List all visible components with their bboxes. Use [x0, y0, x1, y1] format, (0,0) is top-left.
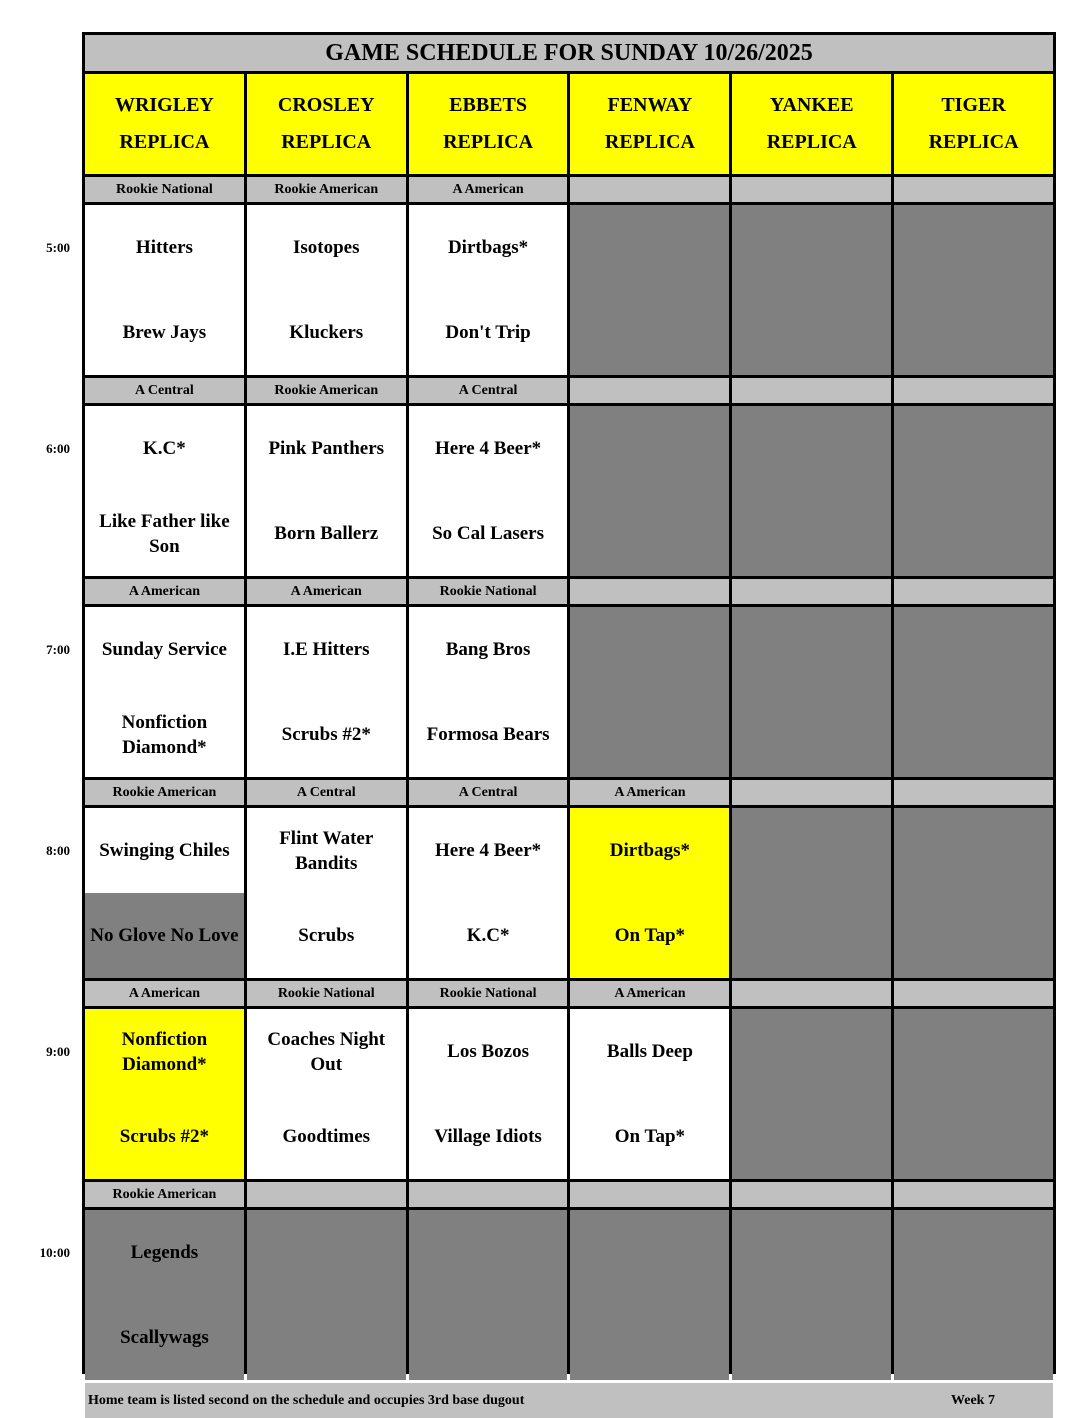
game-slot	[247, 205, 406, 375]
home-team: Scrubs #2*	[85, 1094, 244, 1179]
empty-slot	[570, 607, 729, 777]
division-label	[732, 177, 891, 202]
field-sub: REPLICA	[766, 131, 857, 153]
field-header-ebbets	[409, 74, 568, 174]
home-team: K.C*	[409, 893, 568, 978]
game-slot	[247, 808, 406, 978]
division-label	[247, 1182, 406, 1207]
game-slot	[85, 808, 244, 978]
time-label: 8:00	[46, 843, 70, 858]
field-name: YANKEE	[769, 94, 854, 116]
game-slot	[409, 607, 568, 777]
away-team: Isotopes	[247, 205, 406, 290]
empty-slot	[732, 1009, 891, 1179]
division-label	[894, 378, 1053, 403]
game-slot	[85, 406, 244, 576]
game-slot	[409, 808, 568, 978]
division-label	[570, 579, 729, 604]
game-slot	[85, 1210, 244, 1380]
empty-slot	[409, 1210, 568, 1380]
away-team: Bang Bros	[409, 607, 568, 692]
time-label: 7:00	[46, 642, 70, 657]
empty-slot	[570, 205, 729, 375]
division-label: A Central	[85, 378, 244, 403]
away-team: Dirtbags*	[570, 808, 729, 893]
game-slot	[409, 1009, 568, 1179]
division-label	[894, 780, 1053, 805]
division-label	[732, 579, 891, 604]
game-slot	[247, 406, 406, 576]
field-sub: REPLICA	[281, 131, 372, 153]
away-team: K.C*	[85, 406, 244, 491]
empty-slot	[894, 607, 1053, 777]
field-sub: REPLICA	[928, 131, 1019, 153]
empty-slot	[247, 1210, 406, 1380]
away-team: Pink Panthers	[247, 406, 406, 491]
division-label: Rookie American	[247, 177, 406, 202]
empty-slot	[894, 808, 1053, 978]
home-team: Born Ballerz	[247, 491, 406, 576]
home-team: On Tap*	[570, 1094, 729, 1179]
game-slot	[409, 205, 568, 375]
home-team: Kluckers	[247, 290, 406, 375]
division-label: A American	[85, 981, 244, 1006]
division-label: A American	[570, 780, 729, 805]
home-team: So Cal Lasers	[409, 491, 568, 576]
empty-slot	[570, 1210, 729, 1380]
division-label: Rookie National	[85, 177, 244, 202]
division-label: A American	[85, 579, 244, 604]
away-team: Hitters	[85, 205, 244, 290]
field-sub: REPLICA	[443, 131, 534, 153]
empty-slot	[894, 205, 1053, 375]
home-team: Scallywags	[85, 1295, 244, 1380]
away-team: Here 4 Beer*	[409, 808, 568, 893]
away-team: Balls Deep	[570, 1009, 729, 1094]
division-label	[732, 780, 891, 805]
time-label: 6:00	[46, 441, 70, 456]
division-label: Rookie American	[85, 1182, 244, 1207]
home-team: Brew Jays	[85, 290, 244, 375]
division-label	[570, 378, 729, 403]
week-label: Week 7	[951, 1392, 995, 1408]
footer-note: Home team is listed second on the schedule and occupies 3rd base dugout	[88, 1392, 525, 1408]
game-slot	[570, 1009, 729, 1179]
away-team: Coaches Night Out	[247, 1009, 406, 1094]
field-sub: REPLICA	[119, 131, 210, 153]
away-team: Flint Water Bandits	[247, 808, 406, 893]
field-name: FENWAY	[607, 94, 693, 116]
home-team: On Tap*	[570, 893, 729, 978]
division-label: Rookie National	[409, 981, 568, 1006]
game-slot	[409, 406, 568, 576]
time-label: 9:00	[46, 1044, 70, 1059]
home-team: Like Father like Son	[85, 491, 244, 576]
field-name: WRIGLEY	[114, 94, 214, 116]
field-name: CROSLEY	[277, 94, 375, 116]
division-label	[894, 579, 1053, 604]
division-label	[732, 378, 891, 403]
game-slot	[85, 205, 244, 375]
home-team: Scrubs	[247, 893, 406, 978]
game-slot	[247, 1009, 406, 1179]
time-label: 10:00	[39, 1245, 70, 1260]
field-header-yankee	[732, 74, 891, 174]
game-slot	[247, 607, 406, 777]
division-label	[732, 1182, 891, 1207]
away-team: Here 4 Beer*	[409, 406, 568, 491]
field-header-tiger	[894, 74, 1053, 174]
division-label: Rookie American	[247, 378, 406, 403]
empty-slot	[894, 1009, 1053, 1179]
game-slot	[570, 808, 729, 978]
game-slot	[85, 607, 244, 777]
empty-slot	[732, 406, 891, 576]
field-sub: REPLICA	[604, 131, 695, 153]
field-name: TIGER	[941, 94, 1006, 116]
away-team: Dirtbags*	[409, 205, 568, 290]
division-label: A American	[570, 981, 729, 1006]
time-label: 5:00	[46, 240, 70, 255]
division-label: Rookie National	[409, 579, 568, 604]
division-label	[570, 1182, 729, 1207]
division-label	[894, 177, 1053, 202]
home-team: Goodtimes	[247, 1094, 406, 1179]
division-label: A American	[247, 579, 406, 604]
home-team: No Glove No Love	[85, 893, 244, 978]
away-team: Los Bozos	[409, 1009, 568, 1094]
home-team: Nonfiction Diamond*	[85, 692, 244, 777]
field-header-wrigley	[85, 74, 244, 174]
footer-bar	[85, 1383, 1053, 1418]
away-team: Nonfiction Diamond*	[85, 1009, 244, 1094]
field-name: EBBETS	[449, 94, 527, 116]
away-team: Sunday Service	[85, 607, 244, 692]
away-team: I.E Hitters	[247, 607, 406, 692]
home-team: Don't Trip	[409, 290, 568, 375]
away-team: Legends	[85, 1210, 244, 1295]
division-label: A American	[409, 177, 568, 202]
division-label	[732, 981, 891, 1006]
field-header-crosley	[247, 74, 406, 174]
division-label	[409, 1182, 568, 1207]
home-team: Village Idiots	[409, 1094, 568, 1179]
division-label: A Central	[247, 780, 406, 805]
field-header-fenway	[570, 74, 729, 174]
empty-slot	[732, 1210, 891, 1380]
empty-slot	[732, 808, 891, 978]
empty-slot	[732, 205, 891, 375]
empty-slot	[894, 1210, 1053, 1380]
schedule-table	[82, 32, 1056, 1408]
empty-slot	[570, 406, 729, 576]
empty-slot	[732, 607, 891, 777]
game-slot	[85, 1009, 244, 1179]
division-label	[894, 981, 1053, 1006]
empty-slot	[894, 406, 1053, 576]
division-label: A Central	[409, 780, 568, 805]
division-label: Rookie American	[85, 780, 244, 805]
division-label	[894, 1182, 1053, 1207]
division-label: Rookie National	[247, 981, 406, 1006]
away-team: Swinging Chiles	[85, 808, 244, 893]
division-label	[570, 177, 729, 202]
schedule-title: GAME SCHEDULE FOR SUNDAY 10/26/2025	[85, 35, 1053, 71]
division-label: A Central	[409, 378, 568, 403]
home-team: Scrubs #2*	[247, 692, 406, 777]
home-team: Formosa Bears	[409, 692, 568, 777]
